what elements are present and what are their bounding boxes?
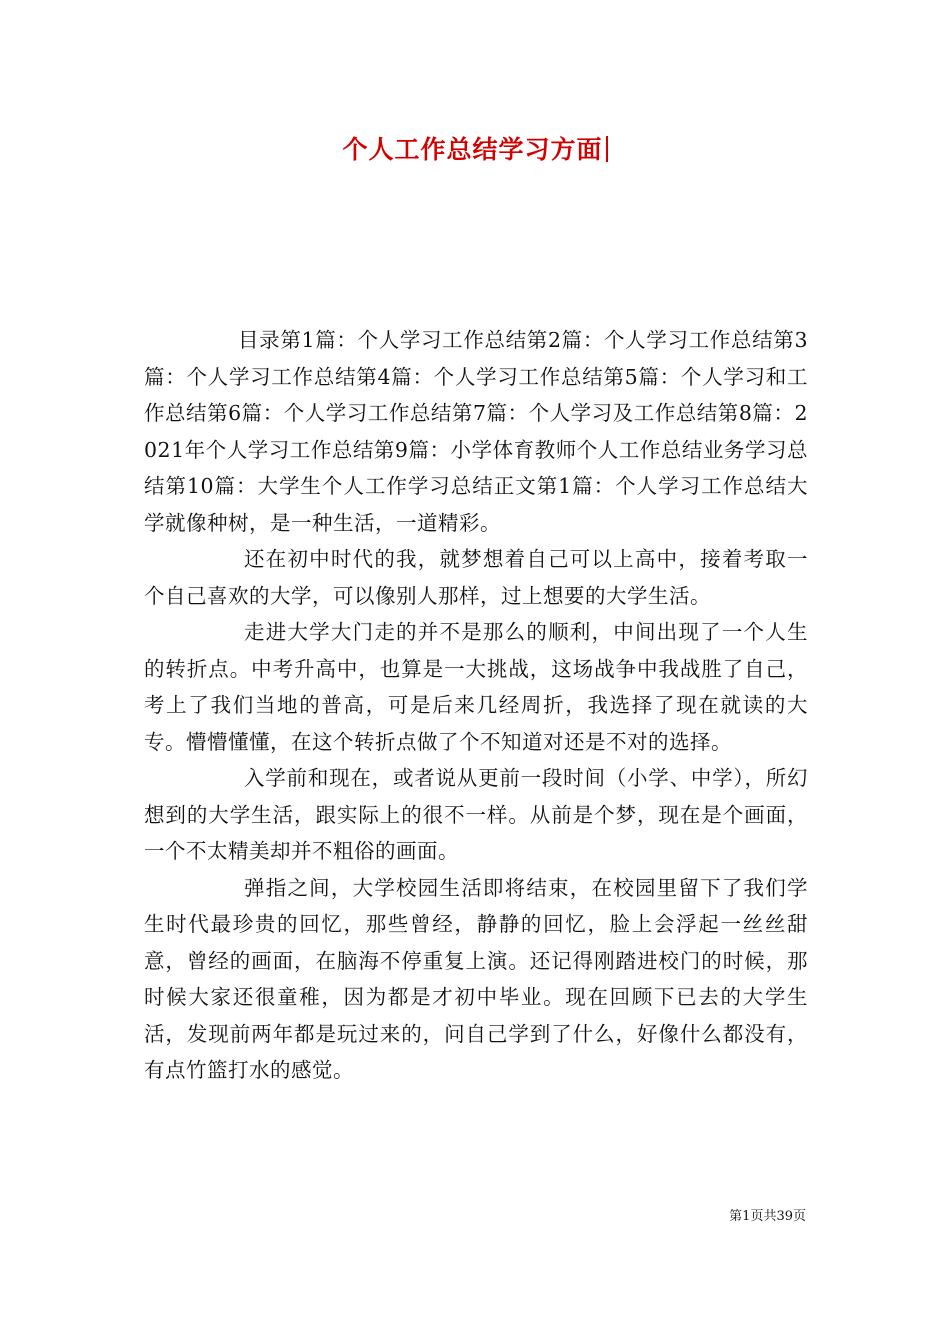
document-title-text: 个人工作总结学习方面 [342,135,603,164]
document-title [0,130,950,166]
paragraph-5: 弹指之间，大学校园生活即将结束，在校园里留下了我们学生时代最珍贵的回忆，那些曾经，静静的回忆，脸上会浮起一丝丝甜意，曾经的画面，在脑海不停重复上演。还记得刚踏进校门的时候，那时候大家还很童稚，因为都是才初中毕业。现在回顾下已去的大学生活，发现前两年都是玩过来的，问自己学到了什么，好像什么都没有，有点竹篮打水的感觉。 [144,875,808,1082]
paragraph-toc: 目录第1篇：个人学习工作总结第2篇：个人学习工作总结第3篇：个人学习工作总结第4篇：个人学习工作总结第5篇：个人学习和工作总结第6篇：个人学习工作总结第7篇：个人学习及工作总结第8篇：2021年个人学习工作总结第9篇：小学体育教师个人工作总结业务学习总结第10篇：大学生个人工作学习总结正文第1篇：个人学习工作总结大学就像种树，是一种生活，一道精彩。 [144,328,808,535]
document-body [144,322,808,1089]
paragraph-4: 入学前和现在，或者说从更前一段时间（小学、中学），所幻想到的大学生活，跟实际上的很不一样。从前是个梦，现在是个画面，一个不太精美却并不粗俗的画面。 [144,766,808,863]
paragraph-2: 还在初中时代的我，就梦想着自己可以上高中，接着考取一个自己喜欢的大学，可以像别人那样，过上想要的大学生活。 [144,547,808,608]
paragraph-3: 走进大学大门走的并不是那么的顺利，中间出现了一个人生的转折点。中考升高中，也算是一大挑战，这场战争中我战胜了自己，考上了我们当地的普高，可是后来几经周折，我选择了现在就读的大专。懵懵懂懂，在这个转折点做了个不知道对还是不对的选择。 [144,620,808,754]
text-cursor [606,136,608,162]
page-number-footer: 第1页共39页 [729,1209,806,1224]
